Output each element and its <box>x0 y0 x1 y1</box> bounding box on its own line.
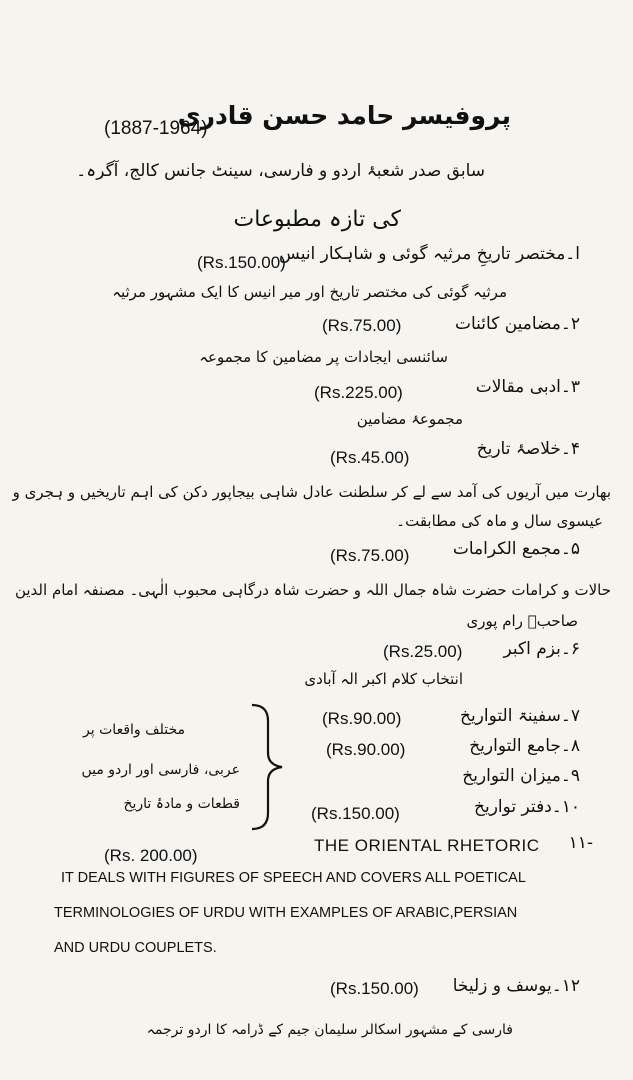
book-description-english: IT DEALS WITH FIGURES OF SPEECH AND COVERS ALL POETICAL <box>61 870 526 886</box>
book-title: ۸۔جامع التواریخ <box>469 736 580 756</box>
book-description-english: TERMINOLOGIES OF URDU WITH EXAMPLES OF ARABIC,PERSIAN <box>54 905 518 921</box>
book-price: (Rs.45.00) <box>330 448 410 467</box>
book-description: عیسوی سال و ماہ کی مطابقت۔ <box>396 512 603 530</box>
book-title: ۲۔مضامین کائنات <box>454 314 580 334</box>
book-title: ۱۰۔دفتر تواریخ <box>474 797 580 817</box>
book-price: (Rs.25.00) <box>383 642 463 661</box>
book-price: (Rs.225.00) <box>314 383 403 402</box>
book-price: (Rs.75.00) <box>322 316 402 335</box>
book-title: ۶۔بزم اکبر <box>503 639 580 659</box>
book-title: ۴۔خلاصۂ تاریخ <box>476 439 580 459</box>
book-title: ۳۔ادبی مقالات <box>475 377 580 397</box>
book-description: فارسی کے مشہور اسکالر سلیمان جیم کے ڈرامہ کا اردو ترجمہ <box>146 1022 513 1038</box>
book-description: حالات و کرامات حضرت شاہ جمال اللہ و حضرت شاہ درگاہی محبوب الٰہی۔ مصنفہ امام الدین <box>14 581 611 599</box>
book-title: ۱۲۔یوسف و زلیخا <box>452 976 580 996</box>
author-designation: سابق صدر شعبۂ اردو و فارسی، سینٹ جانس کالج، آگرہ۔ <box>76 161 485 181</box>
book-description: صاحبؒ رام پوری <box>466 612 578 630</box>
book-number: -۱۱ <box>568 833 593 853</box>
book-title: ۵۔مجمع الکرامات <box>452 539 580 559</box>
book-price: (Rs.150.00) <box>330 979 419 998</box>
book-description-english: AND URDU COUPLETS. <box>54 940 217 956</box>
book-description: سائنسی ایجادات پر مضامین کا مجموعہ <box>199 348 448 366</box>
book-description: انتخاب کلام اکبر الہ آبادی <box>304 670 463 688</box>
book-title-english: THE ORIENTAL RHETORIC <box>314 836 540 855</box>
brace-mark <box>246 703 286 831</box>
page-subtitle: کی تازہ مطبوعات <box>233 207 401 232</box>
brace-note-line: عربی، فارسی اور اردو میں <box>81 762 240 778</box>
brace-note-line: مختلف واقعات پر <box>83 722 185 738</box>
book-description: مجموعۂ مضامین <box>356 410 463 428</box>
book-description: بھارت میں آریوں کی آمد سے لے کر سلطنت عادل شاہی بیجاپور دکن کی اہم تاریخیں و ہجری و <box>12 483 611 501</box>
book-description: مرثیہ گوئی کی مختصر تاریخ اور میر انیس کا ایک مشہور مرثیہ <box>112 283 507 301</box>
brace-note-line: قطعات و مادۂ تاریخ <box>123 796 240 812</box>
book-price: (Rs. 200.00) <box>104 846 198 865</box>
book-title: ۷۔سفینۃ التواریخ <box>459 706 580 726</box>
book-price: (Rs.90.00) <box>322 709 402 728</box>
book-price: (Rs.150.00) <box>311 804 400 823</box>
book-title: ا۔مختصر تاریخِ مرثیہ گوئی و شاہکار انیس <box>279 244 580 264</box>
book-price: (Rs.90.00) <box>326 740 406 759</box>
book-title: ۹۔میزان التواریخ <box>462 766 580 786</box>
author-years: (1887-1964) <box>104 118 208 139</box>
book-price: (Rs.150.00) <box>197 253 286 272</box>
book-price: (Rs.75.00) <box>330 546 410 565</box>
author-name: پروفیسر حامد حسن قادری <box>177 101 511 130</box>
